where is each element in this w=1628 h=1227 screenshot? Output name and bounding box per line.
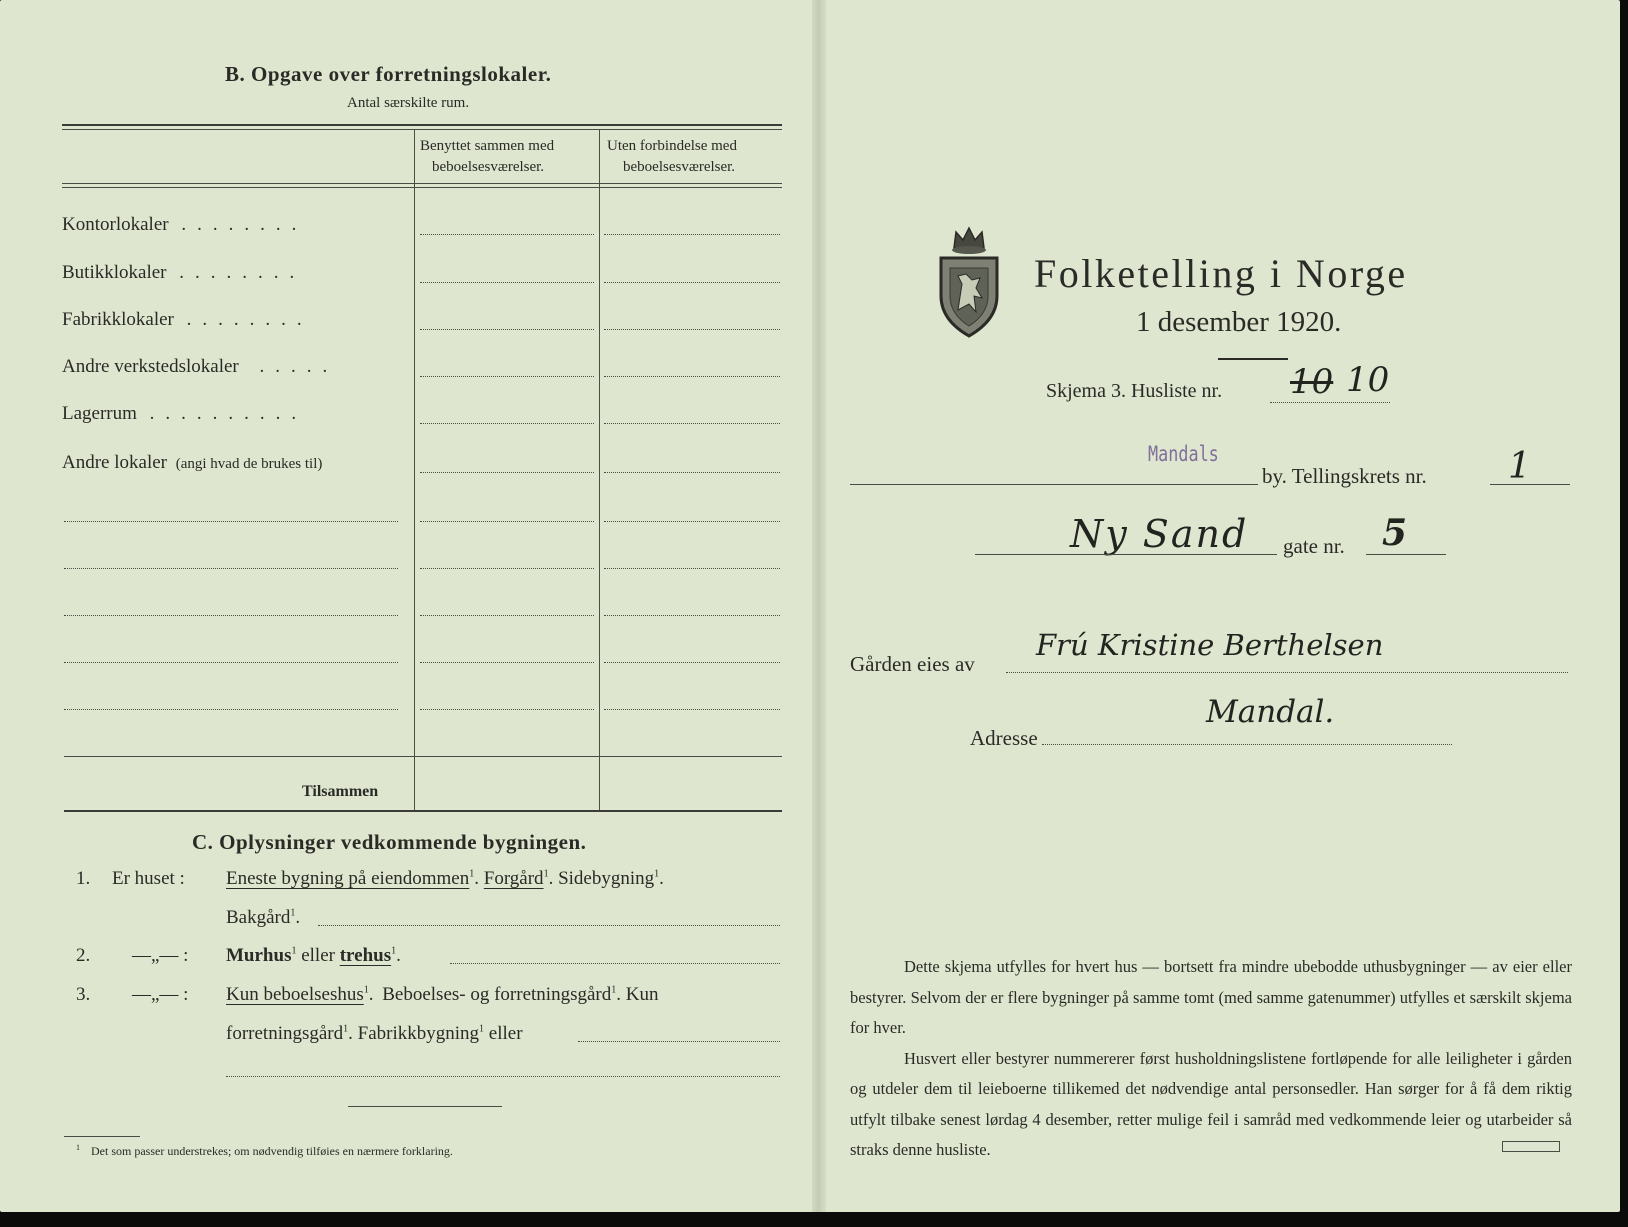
section-c-end-rule	[348, 1106, 502, 1107]
owner-label: Gården eies av	[850, 652, 975, 676]
gate-line	[1366, 554, 1446, 555]
q2-lead: —„— :	[132, 945, 189, 966]
row-note: (angi hvad de brukes til)	[175, 456, 323, 472]
footnote-rule	[64, 1136, 140, 1137]
cell-line	[604, 423, 780, 424]
q1-fill-line	[318, 925, 780, 926]
blank-row-line	[64, 662, 398, 663]
q1-lead: Er huset :	[112, 868, 185, 889]
cell-line	[604, 282, 780, 283]
cell-line	[604, 662, 780, 663]
row-label: Kontorlokaler	[62, 214, 169, 235]
section-b-subtitle: Antal særskilte rum.	[347, 95, 470, 111]
footnote-marker: 1	[654, 868, 660, 880]
tellingskrets-line	[1490, 484, 1570, 485]
col-divider-2	[599, 129, 600, 811]
blank-row-line	[64, 615, 398, 616]
q1-option-forgard: Forgård	[483, 868, 544, 889]
header-bottom-rule-2	[62, 187, 782, 188]
husliste-nr-struck: 10	[1290, 362, 1334, 402]
row-dots: ........	[181, 214, 308, 235]
cell-line	[420, 282, 594, 283]
instructions-p2: Husvert eller bestyrer nummererer først husholdningslistene fortløpende for alle leiligheter i gården og utdeler dem til leieboerne tillikemed det nødvendige antal personsedler. Han sørger for å få dem riktig utfylt tilbake senest lørdag 4 desember, retter mulige feil i samråd med vedkommende leier og utarbeider så straks denne husliste.	[850, 1048, 1572, 1159]
row-label: Andre lokaler	[62, 452, 167, 473]
row-label: Andre verkstedslokaler	[62, 356, 239, 377]
cell-line	[604, 709, 780, 710]
q3-options: Kun beboelseshus$^1$. Beboelses- og forretningsgård$^1$. Kun	[226, 984, 659, 1005]
q3-fill-line-2	[226, 1076, 780, 1077]
row-lagerrum	[62, 403, 307, 425]
q3-fill-line	[578, 1041, 780, 1042]
gate-label: gate nr.	[1283, 534, 1345, 558]
q3-option-fabrikkbygning: Fabrikkbygning	[357, 1023, 480, 1044]
cell-line	[420, 615, 594, 616]
row-fabrikklokaler	[62, 309, 313, 331]
row-label: Lagerrum	[62, 403, 137, 424]
row-kontorlokaler	[62, 214, 307, 236]
address-value: Mandal.	[1206, 694, 1335, 730]
q3-options-2: forretningsgård$^1$. Fabrikkbygning$^1$ eller	[226, 1023, 523, 1044]
cell-line	[420, 472, 594, 473]
owner-line	[1006, 672, 1568, 673]
husliste-overline	[1218, 358, 1288, 360]
form-date: 1 desember 1920.	[1136, 306, 1342, 338]
q1-option-bakgard: Bakgård	[226, 907, 291, 928]
gate-nr: 5	[1382, 512, 1408, 554]
q3-number: 3.	[76, 984, 91, 1005]
q2-number: 2.	[76, 945, 91, 966]
husliste-struck	[1290, 362, 1333, 402]
skjema-label: Skjema 3. Husliste nr.	[1046, 380, 1223, 402]
q2-eller: eller	[301, 945, 335, 966]
city-line	[850, 484, 1258, 485]
row-andre-lokaler	[62, 452, 322, 474]
row-dots: ..........	[149, 403, 308, 424]
footnote-marker: 1	[611, 984, 617, 996]
cell-line	[604, 234, 780, 235]
table-bottom-rule	[64, 810, 782, 812]
address-label: Adresse	[970, 726, 1038, 750]
col2-header-line2: beboelsesværelser.	[623, 159, 736, 175]
blank-row-line	[64, 521, 398, 522]
cell-line	[604, 568, 780, 569]
q3-option-forretningsgard: forretningsgård	[226, 1023, 344, 1044]
row-butikklokaler	[62, 262, 305, 284]
blank-row-line	[64, 568, 398, 569]
q2-fill-line	[450, 963, 780, 964]
owner-name: Frú Kristine Berthelsen	[1036, 628, 1384, 662]
q3-option-beboelses-forretningsgard: Beboelses- og forretningsgård	[382, 984, 612, 1005]
q3-lead: —„— :	[132, 984, 189, 1005]
street-name: Ny Sand	[1070, 512, 1249, 556]
blank-row-line	[64, 709, 398, 710]
table-top-rule	[62, 124, 782, 126]
cell-line	[420, 376, 594, 377]
q3-kun: Kun	[625, 984, 659, 1005]
footnote-marker: 1	[543, 868, 549, 880]
instructions	[850, 952, 1572, 1166]
husliste-line	[1270, 402, 1390, 403]
address-line	[1042, 744, 1452, 745]
cell-line	[420, 234, 594, 235]
section-c-title: C. Oplysninger vedkommende bygningen.	[192, 830, 587, 854]
cell-line	[420, 329, 594, 330]
cell-line	[604, 376, 780, 377]
q3-option-kun-beboelseshus: Kun beboelseshus	[226, 984, 364, 1005]
row-dots: .....	[259, 356, 339, 377]
total-top-rule	[64, 756, 782, 757]
total-label: Tilsammen	[302, 783, 379, 800]
footnote-marker: 1	[391, 945, 397, 957]
footnote-marker: 1	[290, 907, 296, 919]
q3-eller: eller	[488, 1023, 523, 1044]
by-label: by. Tellingskrets nr.	[1262, 464, 1427, 488]
section-b-title: B. Opgave over forretningslokaler.	[225, 62, 552, 86]
row-dots: ........	[179, 262, 306, 283]
footnote-marker: 1	[343, 1023, 349, 1035]
q2-option-murhus: Murhus	[226, 945, 292, 966]
header-bottom-rule	[62, 183, 782, 184]
city-stamp: Mandals	[1148, 442, 1219, 466]
col1-header-line2: beboelsesværelser.	[432, 159, 545, 175]
coat-of-arms-icon	[936, 218, 1002, 343]
footnote-marker: 1	[76, 1143, 80, 1152]
footnote-marker: 1	[479, 1023, 485, 1035]
cell-line	[604, 521, 780, 522]
q1-option-sidebygning: Sidebygning	[558, 868, 655, 889]
printer-mark	[1502, 1141, 1560, 1152]
tellingskrets-nr: 1	[1508, 446, 1531, 487]
form-title: Folketelling i Norge	[1034, 251, 1408, 296]
q1-options: Eneste bygning på eiendommen$^1$. Forgård$^1$. Sidebygning$^1$.	[226, 868, 664, 889]
q1-number: 1.	[76, 868, 91, 889]
footnote-marker: 1	[291, 945, 297, 957]
page-fold	[812, 0, 826, 1212]
cell-line	[420, 568, 594, 569]
instructions-p1: Dette skjema utfylles for hvert hus — bortsett fra mindre ubebodde uthusbygninger — av eier eller bestyrer. Selvom der er flere bygninger på samme tomt (med samme gatenummer) utfylles et særskilt skjema for hver.	[850, 957, 1572, 1037]
row-label: Fabrikklokaler	[62, 309, 174, 330]
cell-line	[420, 662, 594, 663]
row-dots: ........	[186, 309, 313, 330]
cell-line	[604, 472, 780, 473]
footnote-marker: 1	[363, 984, 369, 996]
cell-line	[604, 329, 780, 330]
col2-header-line1: Uten forbindelse med	[607, 138, 737, 154]
row-andre-verkstedslokaler	[62, 356, 338, 378]
col-divider-1	[414, 129, 415, 811]
cell-line	[604, 615, 780, 616]
cell-line	[420, 709, 594, 710]
cell-line	[420, 521, 594, 522]
footnote	[76, 1143, 453, 1159]
row-label: Butikklokaler	[62, 262, 167, 283]
cell-line	[420, 423, 594, 424]
husliste-nr: 10	[1346, 360, 1390, 400]
q2-option-trehus: trehus	[339, 945, 392, 966]
q1-option-bakgard-wrap: Bakgård$^1$.	[226, 907, 301, 928]
footnote-marker: 1	[469, 868, 475, 880]
table-top-rule-2	[62, 129, 782, 130]
q1-option-eneste: Eneste bygning på eiendommen	[226, 868, 470, 889]
col1-header-line1: Benyttet sammen med	[420, 138, 555, 154]
footnote-text: Det som passer understrekes; om nødvendig tilføies en nærmere forklaring.	[91, 1144, 453, 1158]
q2-options: Murhus$^1$ eller trehus$^1$.	[226, 945, 401, 966]
street-line	[975, 554, 1277, 555]
